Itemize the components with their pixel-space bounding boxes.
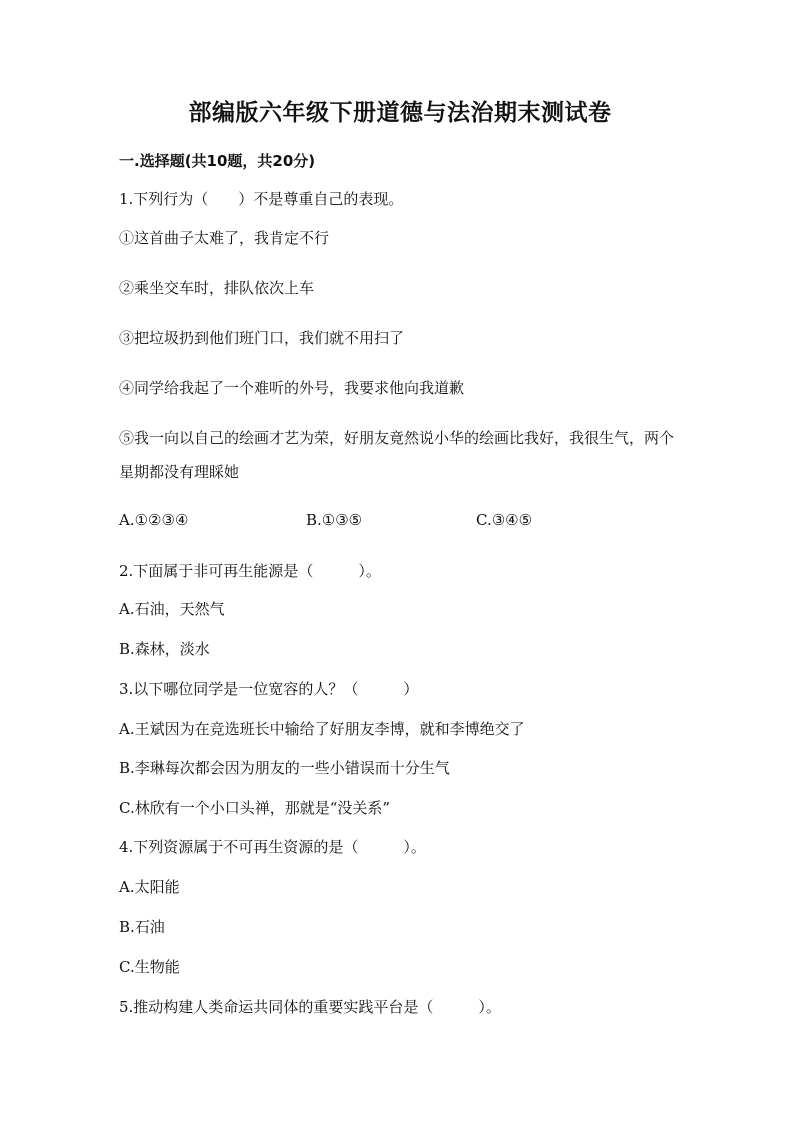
question-4-option-c: C.生物能 xyxy=(119,958,180,976)
question-5-stem: 5.推动构建人类命运共同体的重要实践平台是（ ）。 xyxy=(119,998,501,1016)
page-title: 部编版六年级下册道德与法治期末测试卷 xyxy=(188,100,612,126)
question-4-stem: 4.下列资源属于不可再生资源的是（ ）。 xyxy=(119,838,426,856)
question-3-stem: 3.以下哪位同学是一位宽容的人？（ ） xyxy=(119,680,419,698)
question-4-option-a: A.太阳能 xyxy=(119,878,180,896)
question-1-stem: 1.下列行为（ ）不是尊重自己的表现。 xyxy=(119,190,404,208)
question-3-option-c: C.林欣有一个小口头禅，那就是“没关系” xyxy=(119,799,391,817)
question-1-item-1: ①这首曲子太难了，我肯定不行 xyxy=(119,229,330,247)
question-1-item-5: ⑤我一向以自己的绘画才艺为荣，好朋友竟然说小华的绘画比我好，我很生气，两个星期都没有理睬她 xyxy=(119,429,675,481)
question-2-stem: 2.下面属于非可再生能源是（ ）。 xyxy=(119,562,381,580)
question-4-option-b: B.石油 xyxy=(119,918,165,936)
question-1-option-c: C.③④⑤ xyxy=(476,511,533,529)
question-2-option-b: B.森林，淡水 xyxy=(119,640,210,658)
question-1-option-b: B.①③⑤ xyxy=(306,511,363,529)
question-1-item-2: ②乘坐交车时，排队依次上车 xyxy=(119,279,315,297)
question-1-option-a: A.①②③④ xyxy=(119,511,189,529)
question-2-option-a: A.石油，天然气 xyxy=(119,600,225,618)
question-3-option-b: B.李琳每次都会因为朋友的一些小错误而十分生气 xyxy=(119,759,450,777)
question-3-option-a: A.王斌因为在竞选班长中输给了好朋友李博，就和李博绝交了 xyxy=(119,720,525,738)
question-1-item-3: ③把垃圾扔到他们班门口，我们就不用扫了 xyxy=(119,329,405,347)
question-1-item-4: ④同学给我起了一个难听的外号，我要求他向我道歉 xyxy=(119,379,465,397)
section-heading: 一.选择题(共10题，共20分) xyxy=(119,152,316,170)
